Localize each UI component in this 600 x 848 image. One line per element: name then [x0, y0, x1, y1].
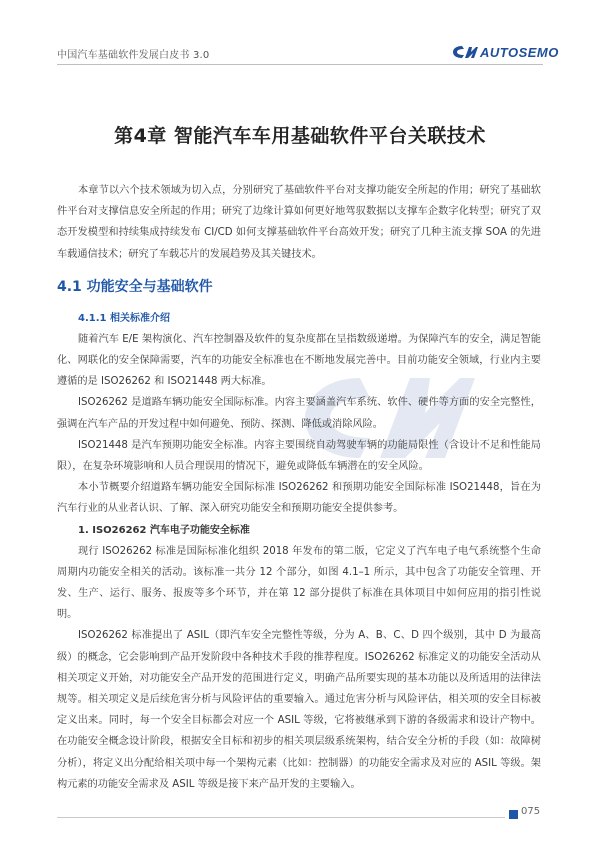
body-paragraph: 现行 ISO26262 标准是国际标准化组织 2018 年发布的第二版，它定义了汽车电子电气系统整个生命周期内功能安全相关的活动。该标准一共分 12 个部分，如图 4.1–1 所示，其中包含了功能安全管理、开发、生产、运行、服务、报废等多个环节，并在第 12 部分提供了标准在具体项目中如何应用的指引性说明。 [57, 545, 541, 621]
page-marker-icon [509, 810, 518, 819]
autosemo-logo [452, 42, 559, 62]
footer-divider [57, 817, 505, 818]
header-divider [57, 64, 543, 65]
page-header [0, 0, 600, 62]
subsection-title: 4.1.1 相关标准介绍 [78, 312, 170, 324]
page-number: 075 [521, 806, 541, 817]
logo-mark-icon [452, 44, 478, 60]
chapter-title: 第4章 智能汽车车用基础软件平台关联技术 [114, 125, 486, 147]
body-paragraph: 随着汽车 E/E 架构演化、汽车控制器及软件的复杂度都在呈指数级递增。为保障汽车的安全，满足智能化、网联化的安全保障需要，汽车的功能安全标准也在不断地发展完善中。目前功能安全领域，行业内主要遵循的是 ISO26262 和 ISO21448 两大标准。 [57, 333, 541, 388]
body-paragraph: ISO26262 标准提出了 ASIL（即汽车安全完整性等级，分为 A、B、C、D 四个级别，其中 D 为最高级）的概念，它会影响到产品开发阶段中各种技术手段的推荐程度。ISO26262 标准定义的功能安全活动从相关项定义开始，对功能安全产品开发的范围进行定义，明确产品所要实现的基本功能以及所适用的法律法规等。相关项定义是后续危害分析与风险评估的重要输入。通过危害分析与风险评估，相关项的安全目标被定义出来。同时，每一个安全目标都会对应一个 ASIL 等级，它将被继承到下游的各级需求和设计产物中。在功能安全概念设计阶段，根据安全目标和初步的相关项层级系统架构，结合安全分析的手段（如：故障树分析），将定义出分配给相关项中每一个架构元素（比如：控制器）的功能安全需求及对应的 ASIL 等级。架构元素的功能安全需求及 ASIL 等级是接下来产品开发的主要输入。 [57, 630, 541, 790]
main-content [57, 180, 541, 795]
body-paragraph: ISO26262 是道路车辆功能安全国际标准。内容主要涵盖汽车系统、软件、硬件等方面的安全完整性，强调在汽车产品的开发过程中如何避免、预防、探测、降低或消除风险。 [57, 397, 541, 430]
body-paragraph: ISO21448 是汽车预期功能安全标准。内容主要围绕自动驾驶车辆的功能局限性（含设计不足和性能局限），在复杂环境影响和人员合理误用的情况下，避免或降低车辆潜在的安全风险。 [57, 439, 541, 473]
item-title: 1. ISO26262 汽车电子功能安全标准 [78, 524, 250, 536]
logo-text: AUTOSEMO [480, 44, 559, 60]
section-title: 4.1 功能安全与基础软件 [57, 278, 213, 295]
intro-paragraph: 本章节以六个技术领域为切入点，分别研究了基础软件平台对支撑功能安全所起的作用；研究了基础软件平台对支撑信息安全所起的作用；研究了边缘计算如何更好地驾驭数据以支撑车企数字化转型；研究了双态开发模型和持续集成持续发布 CI/CD 如何支撑基础软件平台高效开发；研究了几种主流支撑 SOA 的先进车载通信技术；研究了车载芯片的发展趋势及其关键技术。 [57, 185, 541, 260]
header-title: 中国汽车基础软件发展白皮书 3.0 [57, 50, 210, 61]
body-paragraph: 本小节概要介绍道路车辆功能安全国际标准 ISO26262 和预期功能安全国际标准 ISO21448，旨在为汽车行业的从业者认识、了解、深入研究功能安全和预期功能安全提供参考。 [57, 482, 541, 515]
